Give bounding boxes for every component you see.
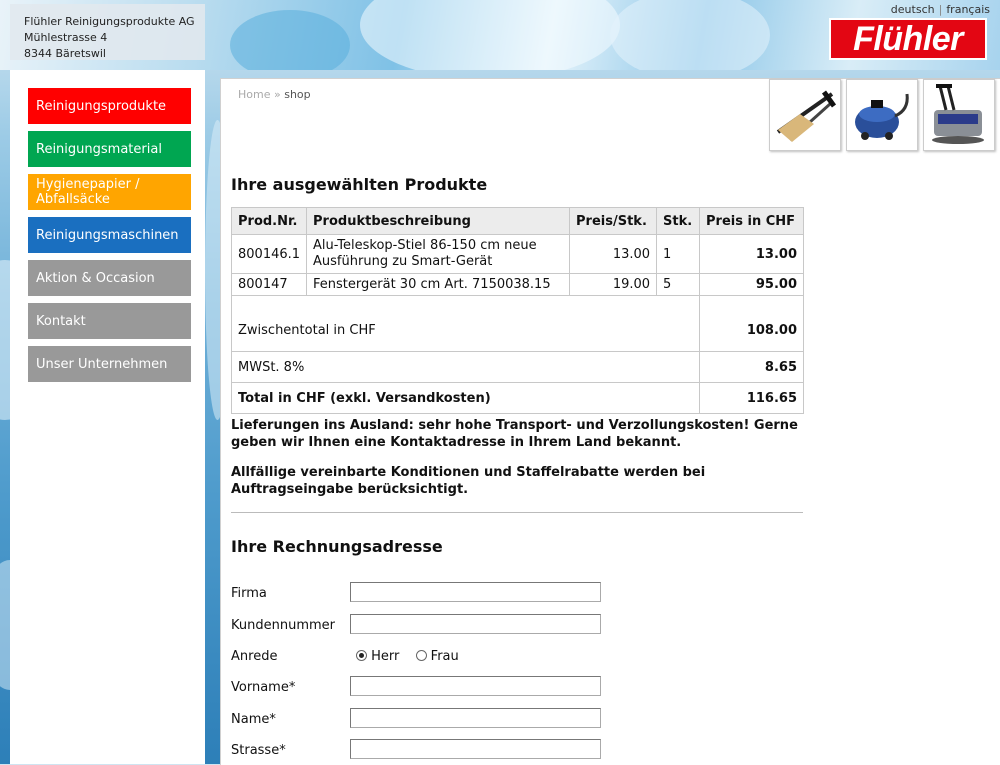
- lang-link-deutsch[interactable]: deutsch: [890, 3, 935, 16]
- radio-herr-label: Herr: [371, 649, 400, 664]
- form-row-name: [231, 708, 811, 730]
- firma-input[interactable]: [350, 582, 601, 602]
- sidebar: [10, 70, 205, 764]
- anrede-radio-group: [356, 649, 471, 664]
- radio-herr-button[interactable]: [356, 650, 367, 661]
- company-city: 8344 Bäretswil: [24, 47, 106, 60]
- strasse-input[interactable]: [350, 739, 601, 759]
- total-row: [232, 383, 804, 414]
- breadcrumb-separator: »: [273, 88, 281, 101]
- form-row-kundennummer: [231, 614, 811, 636]
- company-street: Mühlestrasse 4: [24, 31, 108, 44]
- table-row: [232, 274, 804, 296]
- col-header-unit-price: Preis/Stk.: [570, 208, 657, 235]
- radio-herr[interactable]: [356, 649, 399, 664]
- company-name: Flühler Reinigungsprodukte AG: [24, 15, 195, 28]
- section-divider: [231, 512, 803, 513]
- cell-prodnr: 800147: [232, 274, 307, 296]
- subtotal-row: [232, 296, 804, 352]
- strasse-label: Strasse*: [231, 743, 286, 758]
- breadcrumb: [238, 88, 311, 101]
- name-label: Name*: [231, 712, 276, 727]
- cell-qty: 5: [657, 274, 700, 296]
- cell-description: Alu-Teleskop-Stiel 86-150 cm neue Ausführung zu Smart-Gerät: [307, 235, 570, 274]
- squeegee-icon: [770, 80, 840, 150]
- main-content: [220, 78, 1000, 765]
- cart-table: [231, 207, 804, 414]
- nav-item-hygienepapier[interactable]: Hygienepapier / Abfallsäcke: [28, 174, 191, 210]
- nav-item-kontakt[interactable]: Kontakt: [28, 303, 191, 339]
- conditions-note: Allfällige vereinbarte Konditionen und Staffelrabatte werden bei Auftragseingabe berücksichtigt.: [231, 465, 706, 497]
- col-header-description: Produktbeschreibung: [307, 208, 570, 235]
- nav-item-unternehmen[interactable]: Unser Unternehmen: [28, 346, 191, 382]
- form-row-anrede: [231, 645, 811, 667]
- form-row-firma: [231, 582, 811, 604]
- cell-unit-price: 13.00: [570, 235, 657, 274]
- total-label: Total in CHF (exkl. Versandkosten): [232, 383, 700, 414]
- water-decoration: [360, 0, 620, 70]
- firma-label: Firma: [231, 586, 267, 601]
- vorname-input[interactable]: [350, 676, 601, 696]
- nav-item-reinigungsmaschinen[interactable]: Reinigungsmaschinen: [28, 217, 191, 253]
- company-address: [10, 4, 205, 60]
- lang-link-francais[interactable]: français: [946, 3, 990, 16]
- scrubber-machine-icon: [924, 80, 994, 150]
- nav-item-reinigungsprodukte[interactable]: Reinigungsprodukte: [28, 88, 191, 124]
- cell-prodnr: 800146.1: [232, 235, 307, 274]
- lang-separator: |: [938, 3, 943, 16]
- form-row-strasse: [231, 739, 811, 761]
- radio-frau-label: Frau: [430, 649, 459, 664]
- products-title: Ihre ausgewählten Produkte: [231, 175, 488, 194]
- vacuum-icon: [847, 80, 917, 150]
- table-row: [232, 235, 804, 274]
- kundennummer-label: Kundennummer: [231, 618, 335, 633]
- radio-frau-button[interactable]: [416, 650, 427, 661]
- cell-unit-price: 19.00: [570, 274, 657, 296]
- anrede-label: Anrede: [231, 649, 278, 664]
- breadcrumb-home[interactable]: Home: [238, 88, 271, 101]
- vorname-label: Vorname*: [231, 680, 296, 695]
- cell-description: Fenstergerät 30 cm Art. 7150038.15: [307, 274, 570, 296]
- site-header: [0, 0, 1000, 70]
- radio-frau[interactable]: [416, 649, 459, 664]
- col-header-qty: Stk.: [657, 208, 700, 235]
- cell-total: 95.00: [700, 274, 804, 296]
- water-decoration: [610, 0, 770, 70]
- subtotal-value: 108.00: [700, 296, 804, 352]
- brand-logo[interactable]: Flühler: [829, 18, 987, 60]
- language-switcher: [891, 3, 990, 16]
- cart-table-header: [232, 208, 804, 235]
- vat-row: [232, 352, 804, 383]
- water-decoration: [230, 10, 350, 70]
- vat-label: MWSt. 8%: [232, 352, 700, 383]
- cell-total: 13.00: [700, 235, 804, 274]
- shipping-note: Lieferungen ins Ausland: sehr hohe Transport- und Verzollungskosten! Gerne geben wir Ihnen eine Kontaktadresse in Ihrem Land bekannt.: [231, 418, 798, 450]
- billing-title: Ihre Rechnungsadresse: [231, 537, 443, 556]
- nav-item-aktion-occasion[interactable]: Aktion & Occasion: [28, 260, 191, 296]
- product-thumbnail-vacuum[interactable]: [846, 79, 918, 151]
- subtotal-label: Zwischentotal in CHF: [232, 296, 700, 352]
- form-row-vorname: [231, 676, 811, 698]
- vat-value: 8.65: [700, 352, 804, 383]
- product-thumbnail-squeegee[interactable]: [769, 79, 841, 151]
- kundennummer-input[interactable]: [350, 614, 601, 634]
- breadcrumb-current: shop: [284, 88, 311, 101]
- total-value: 116.65: [700, 383, 804, 414]
- name-input[interactable]: [350, 708, 601, 728]
- col-header-total: Preis in CHF: [700, 208, 804, 235]
- product-thumbnail-scrubber[interactable]: [923, 79, 995, 151]
- cell-qty: 1: [657, 235, 700, 274]
- col-header-prodnr: Prod.Nr.: [232, 208, 307, 235]
- nav-item-reinigungsmaterial[interactable]: Reinigungsmaterial: [28, 131, 191, 167]
